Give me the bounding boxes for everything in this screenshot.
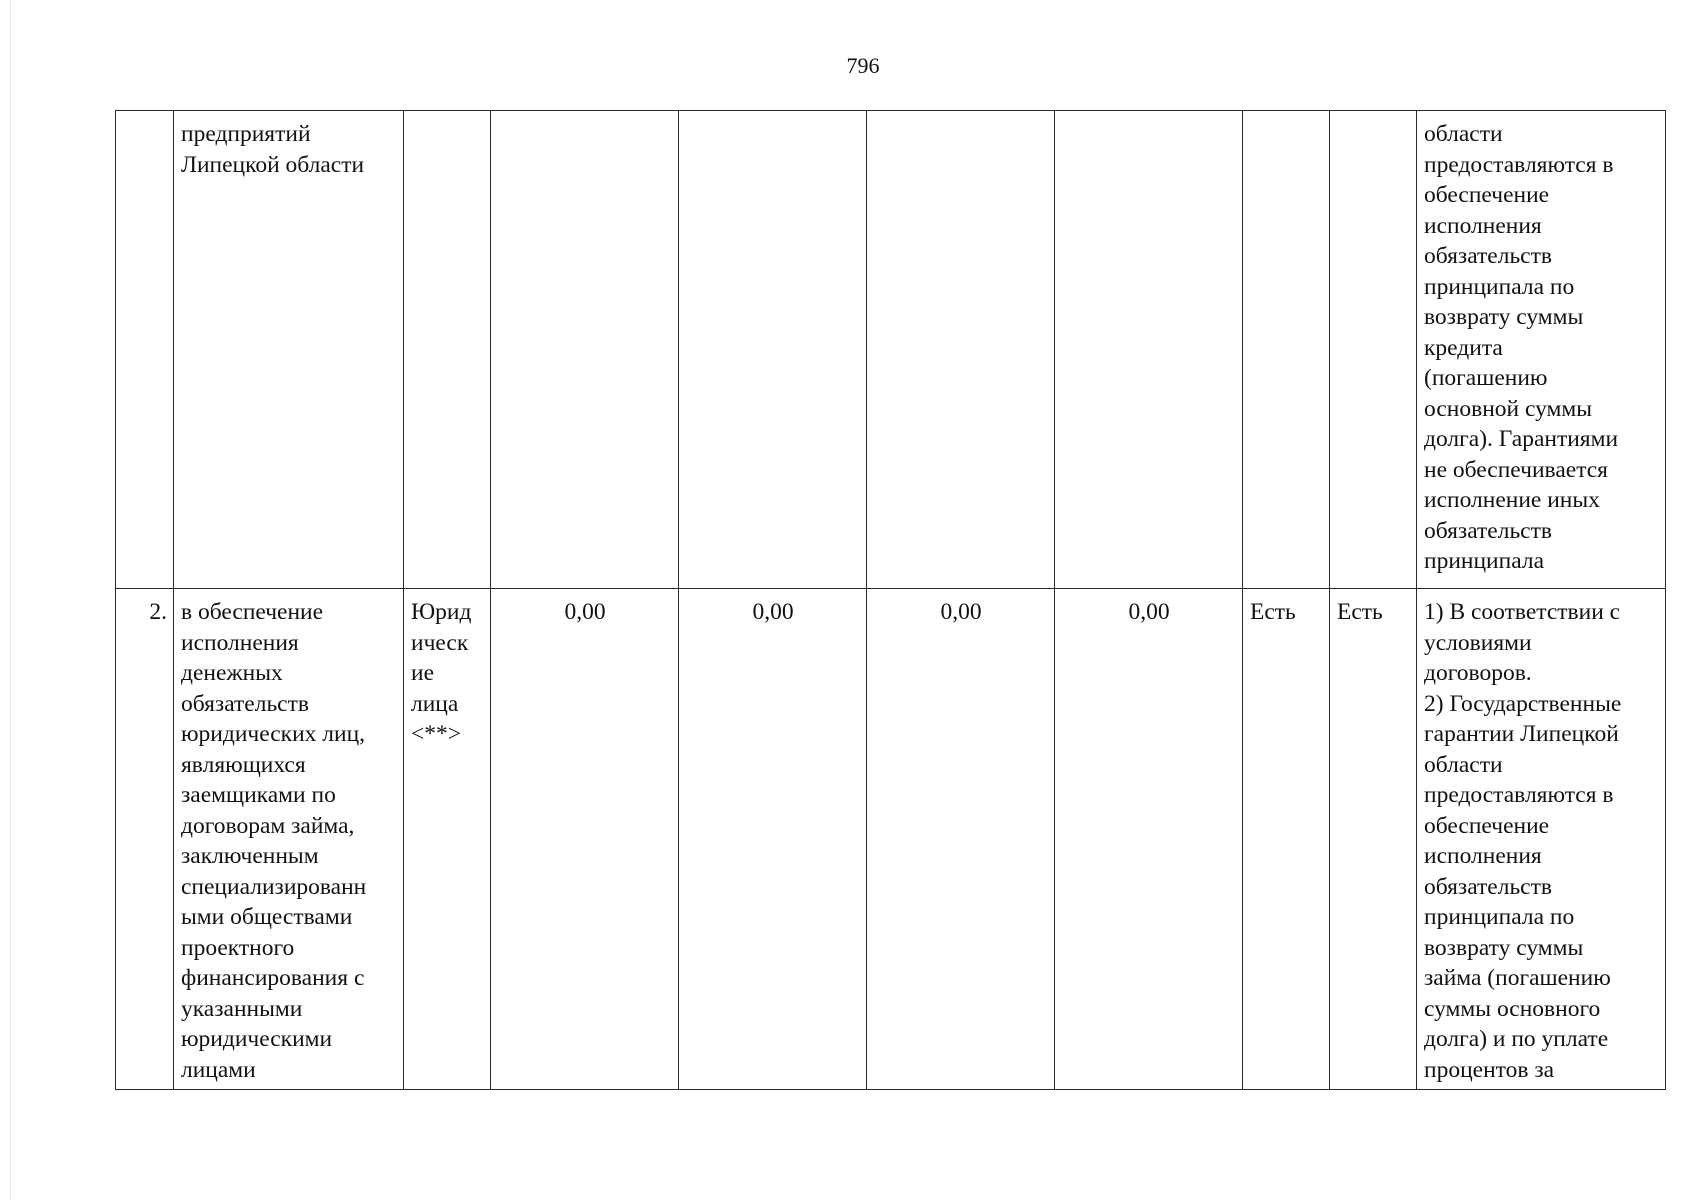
conditions-line: обязательств: [1424, 873, 1552, 900]
purpose-line: ыми обществами: [181, 904, 353, 930]
conditions-line: займа (погашению: [1424, 965, 1611, 991]
conditions-line: долга) и по уплате: [1424, 1026, 1609, 1052]
purpose-line: проектного: [181, 934, 295, 961]
purpose-cell: [174, 111, 404, 589]
category-line: ие: [411, 660, 435, 686]
conditions-line: 1) В соответствии с: [1424, 599, 1621, 625]
category-line: <**>: [411, 721, 462, 747]
category-line: ическ: [411, 629, 469, 656]
table-row: [116, 111, 1666, 589]
purpose-cell: [174, 589, 404, 1090]
amount-cell: 0,00: [1055, 589, 1243, 1090]
category-cell: [404, 589, 491, 1090]
conditions-line: исполнения: [1424, 212, 1542, 239]
flag-cell: [1243, 111, 1330, 589]
amount-cell: 0,00: [679, 589, 867, 1090]
purpose-line: денежных: [181, 660, 283, 686]
purpose-line: исполнения: [181, 629, 299, 656]
conditions-line: предоставляются в: [1424, 151, 1614, 178]
conditions-line: обязательств: [1424, 243, 1552, 269]
conditions-line: области: [1424, 751, 1503, 778]
purpose-line: являющихся: [181, 751, 306, 778]
guarantees-table: [115, 110, 1666, 1090]
conditions-line: предоставляются в: [1424, 782, 1614, 808]
conditions-line: основной суммы: [1424, 395, 1593, 422]
conditions-cell: [1417, 111, 1666, 589]
purpose-line: лицами: [181, 1056, 256, 1083]
conditions-line: исполнения: [1424, 843, 1542, 869]
category-line: Юрид: [411, 599, 472, 625]
conditions-line: условиями: [1424, 629, 1532, 656]
table-row: [116, 589, 1666, 1090]
scan-margin-line: [10, 0, 11, 1200]
purpose-line: обязательств: [181, 690, 309, 717]
purpose-line: указанными: [181, 995, 303, 1022]
conditions-cell: [1417, 589, 1666, 1090]
category-cell: [404, 111, 491, 589]
conditions-line: договоров.: [1424, 660, 1532, 686]
amount-cell: [491, 111, 679, 589]
purpose-line: заключенным: [181, 843, 319, 869]
page-number: 796: [846, 53, 880, 78]
category-line: лица: [411, 690, 459, 717]
flag-cell: Есть: [1243, 589, 1330, 1090]
conditions-line: (погашению: [1424, 365, 1548, 391]
purpose-line: юридическими: [181, 1026, 333, 1052]
conditions-line: кредита: [1424, 334, 1503, 361]
purpose-line: предприятий: [181, 121, 311, 147]
amount-cell: [679, 111, 867, 589]
conditions-line: обеспечение: [1424, 182, 1550, 208]
conditions-line: процентов за: [1424, 1056, 1555, 1083]
row-number-cell: 2.: [116, 589, 174, 1090]
conditions-line: гарантии Липецкой: [1424, 721, 1619, 747]
flag-cell: [1330, 111, 1417, 589]
flag-cell: Есть: [1330, 589, 1417, 1090]
conditions-line: возврату суммы: [1424, 934, 1584, 961]
conditions-line: суммы основного: [1424, 995, 1601, 1022]
purpose-line: Липецкой области: [181, 151, 365, 178]
conditions-line: обязательств: [1424, 517, 1552, 544]
purpose-line: договорам займа,: [181, 812, 355, 839]
purpose-line: заемщиками по: [181, 782, 336, 808]
conditions-line: возврату суммы: [1424, 304, 1584, 330]
purpose-line: юридических лиц,: [181, 721, 366, 747]
amount-cell: [1055, 111, 1243, 589]
conditions-line: не обеспечивается: [1424, 456, 1608, 483]
conditions-line: обеспечение: [1424, 812, 1550, 839]
conditions-line: исполнение иных: [1424, 487, 1600, 513]
row-number-cell: [116, 111, 174, 589]
conditions-line: принципала: [1424, 548, 1545, 574]
purpose-line: специализированн: [181, 873, 367, 900]
conditions-line: долга). Гарантиями: [1424, 426, 1619, 452]
amount-cell: 0,00: [491, 589, 679, 1090]
conditions-line: принципала по: [1424, 904, 1575, 930]
purpose-line: в обеспечение: [181, 599, 324, 625]
amount-cell: [867, 111, 1055, 589]
conditions-line: принципала по: [1424, 273, 1575, 300]
conditions-line: 2) Государственные: [1424, 690, 1622, 717]
amount-cell: 0,00: [867, 589, 1055, 1090]
purpose-line: финансирования с: [181, 965, 365, 991]
conditions-line: области: [1424, 121, 1503, 147]
